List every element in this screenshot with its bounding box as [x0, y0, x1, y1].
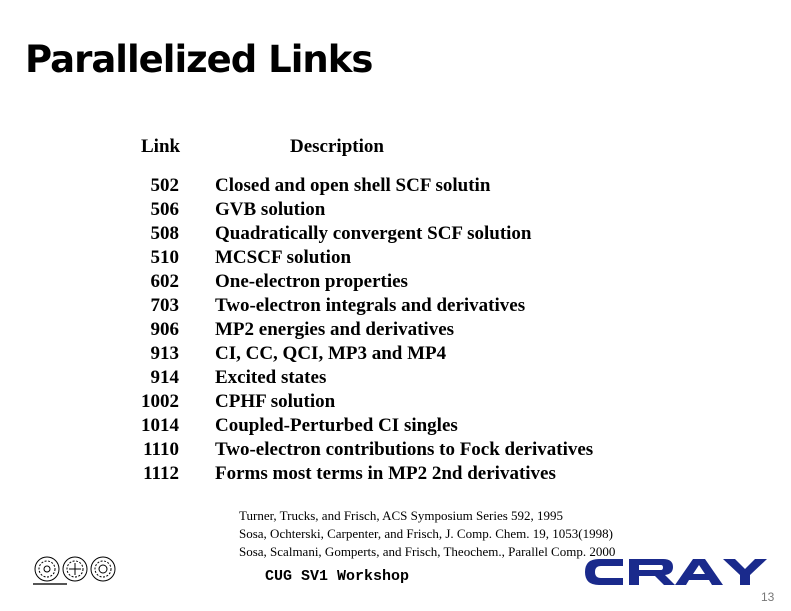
- footer-workshop: CUG SV1 Workshop: [265, 568, 410, 585]
- link-number: 1112: [143, 463, 179, 484]
- seal-icon: [63, 557, 87, 581]
- link-number: 914: [150, 367, 179, 388]
- link-description: MP2 energies and derivatives: [215, 319, 455, 340]
- cray-logo: [585, 559, 771, 590]
- column-header-link: Link: [141, 136, 181, 157]
- slide-title: Parallelized Links: [25, 38, 373, 81]
- link-number: 703: [150, 295, 179, 316]
- link-description: Forms most terms in MP2 2nd derivatives: [215, 463, 556, 484]
- reference-line: Sosa, Scalmani, Gomperts, and Frisch, Theochem., Parallel Comp. 2000: [239, 544, 616, 559]
- link-number: 502: [150, 175, 179, 196]
- link-number: 1110: [143, 439, 179, 460]
- seal-icon: [91, 557, 115, 581]
- link-number: 1014: [141, 415, 179, 436]
- table-row: [100, 438, 593, 462]
- link-description: CPHF solution: [215, 391, 336, 412]
- page-number: 13: [761, 590, 775, 604]
- link-description: Excited states: [215, 367, 327, 388]
- table-row: [100, 222, 593, 246]
- references: [239, 507, 615, 561]
- link-number: 602: [150, 271, 179, 292]
- link-description: Two-electron integrals and derivatives: [215, 295, 526, 316]
- link-description: Two-electron contributions to Fock derivatives: [215, 439, 594, 460]
- table-row: [100, 462, 593, 486]
- link-description: Quadratically convergent SCF solution: [215, 223, 532, 244]
- table-row: [100, 246, 593, 270]
- table-row: [100, 198, 593, 222]
- table-row: [100, 414, 593, 438]
- table-row: [100, 366, 593, 390]
- link-number: 510: [150, 247, 179, 268]
- reference-line: Sosa, Ochterski, Carpenter, and Frisch, J. Comp. Chem. 19, 1053(1998): [239, 526, 613, 541]
- seal-icon: [35, 557, 59, 581]
- table-row: [100, 342, 593, 366]
- table-row: [100, 270, 593, 294]
- link-description: CI, CC, QCI, MP3 and MP4: [215, 343, 447, 364]
- link-number: 1002: [141, 391, 179, 412]
- table-row: [100, 318, 593, 342]
- link-number: 508: [150, 223, 179, 244]
- link-number: 906: [150, 319, 179, 340]
- link-number: 913: [150, 343, 179, 364]
- link-number: 506: [150, 199, 179, 220]
- partner-logos: [33, 554, 129, 593]
- link-description: MCSCF solution: [215, 247, 352, 268]
- table-row: [100, 390, 593, 414]
- reference-line: Turner, Trucks, and Frisch, ACS Symposium Series 592, 1995: [239, 508, 564, 523]
- link-description: One-electron properties: [215, 271, 408, 292]
- link-description: Closed and open shell SCF solutin: [215, 175, 491, 196]
- link-description: Coupled-Perturbed CI singles: [215, 415, 458, 436]
- column-header-description: Description: [290, 136, 384, 157]
- table-row: [100, 174, 593, 198]
- links-table: [100, 174, 593, 486]
- table-row: [100, 294, 593, 318]
- link-description: GVB solution: [215, 199, 326, 220]
